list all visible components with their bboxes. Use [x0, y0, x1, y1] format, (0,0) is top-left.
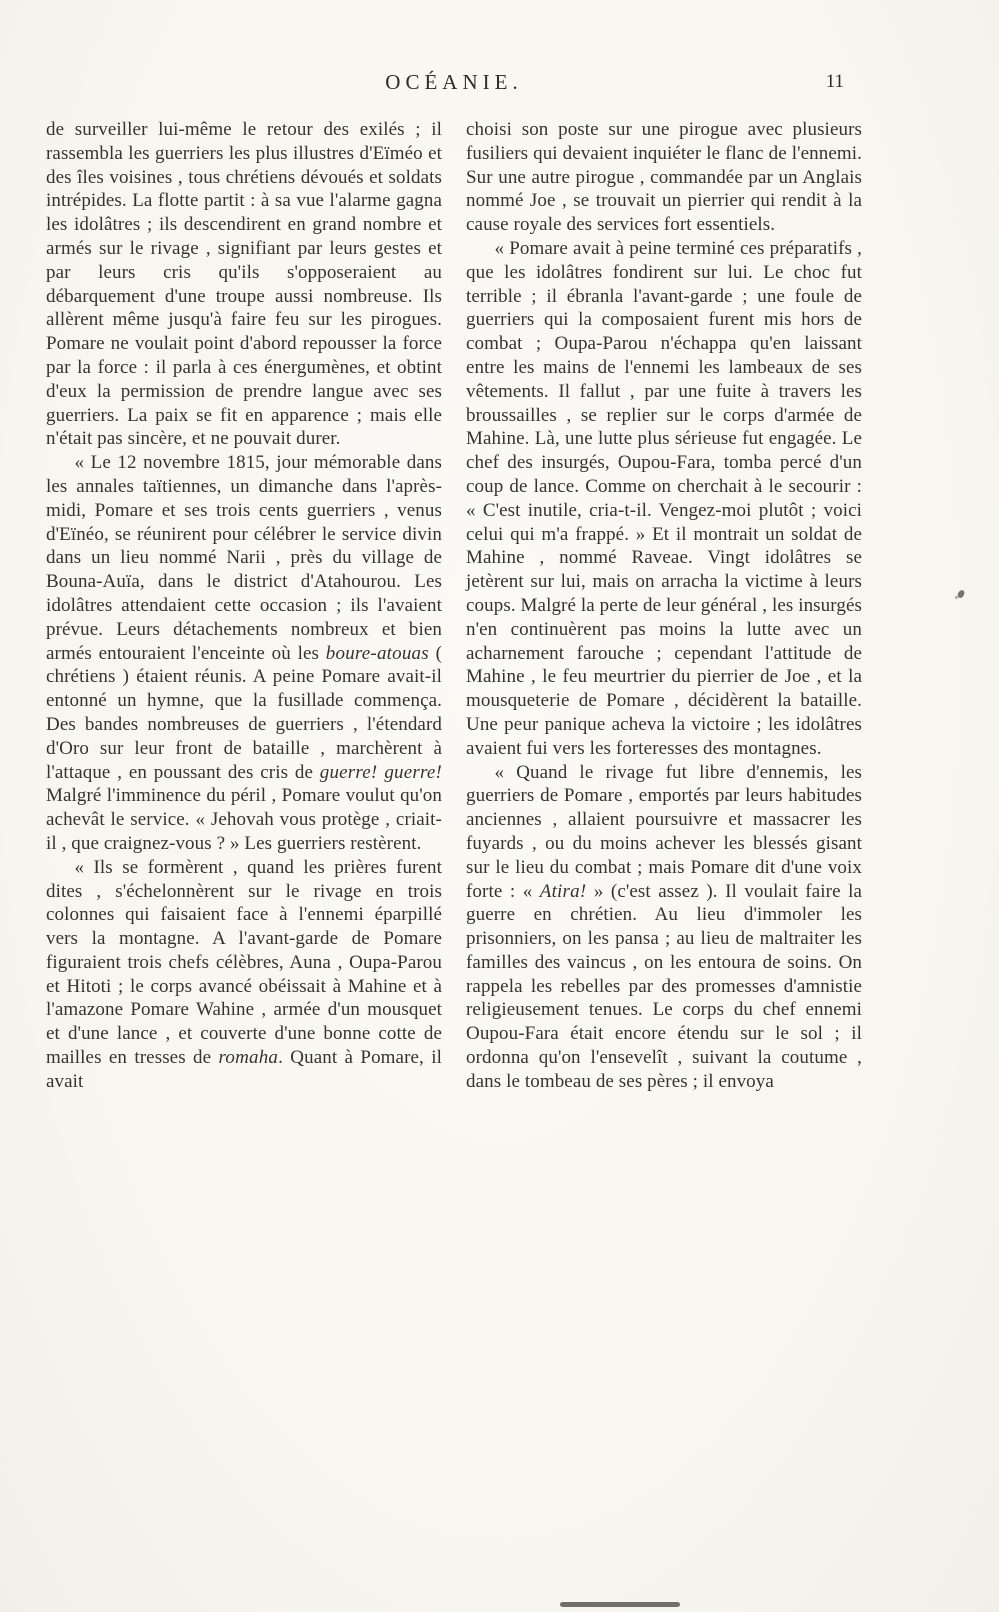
scan-speck — [957, 589, 965, 599]
paragraph: « Le 12 novembre 1815, jour mémorable dans les annales taïtiennes, un dimanche dans l'après-midi, Pomare et ses trois cents guerriers , venus d'Eïnéo, se réunirent pour célébrer le service divin dans un lieu nommé Narii , près du village de Bouna-Auïa, dans le district d'Atahourou. Les idolâtres attendaient cette occasion ; ils l'avaient prévue. Leurs détachements nombreux et bien armés entouraient l'enceinte où les boure-atouas ( chrétiens ) étaient réunis. A peine Pomare avait-il entonné un hymne, que la fusillade commença. Des bandes nombreuses de guerriers , l'étendard d'Oro sur leur front de bataille , marchèrent à l'attaque , en poussant des cris de guerre! guerre! Malgré l'imminence du péril , Pomare voulut qu'on achevât le service. « Jehovah vous protège , criait-il , que craignez-vous ? » Les guerriers restèrent. — [46, 452, 443, 854]
page-number: 11 — [825, 71, 844, 92]
right-column — [466, 118, 862, 1094]
scan-edge-mark — [560, 1602, 680, 1607]
paragraph: choisi son poste sur une pirogue avec plusieurs fusiliers qui devaient inquiéter le flanc de l'ennemi. Sur une autre pirogue , commandée par un Anglais nommé Joe , se trouvait un pierrier qui rendit à la cause royale des services fort essentiels. — [466, 119, 862, 236]
text-columns — [46, 118, 862, 1094]
left-column — [46, 118, 442, 1094]
running-head — [46, 70, 862, 104]
page-body — [46, 70, 862, 1094]
scan-speck — [955, 596, 958, 599]
paragraph: « Ils se formèrent , quand les prières furent dites , s'échelonnèrent sur le rivage en trois colonnes qui faisaient face à l'ennemi éparpillé vers la montagne. A l'avant-garde de Pomare figuraient trois chefs célèbres, Auna , Oupa-Parou et Hitoti ; le corps avancé obéissait à Mahine et à l'amazone Pomare Wahine , armée d'un mousquet et d'une lance , et couverte d'une bonne cotte de mailles en tresses de romaha. Quant à Pomare, il avait — [46, 856, 442, 1092]
page-title: OCÉANIE. — [385, 70, 523, 94]
paragraph: « Quand le rivage fut libre d'ennemis, les guerriers de Pomare , emportés par leurs habitudes anciennes , allaient poursuivre et massacrer les fuyards , ou du moins achever les blessés gisant sur le lieu du combat ; mais Pomare dit d'une voix forte : « Atira! » (c'est assez ). Il voulait faire la guerre en chrétien. Au lieu d'immoler les prisonniers, on les pansa ; au lieu de maltraiter les familles des vaincus , on les entoura de soins. On rappela les rebelles par des promesses d'amnistie religieusement tenues. Le corps du chef ennemi Oupou-Fara était encore étendu sur le sol ; il ordonna qu'on l'ensevelît , suivant la coutume , dans le tombeau de ses pères ; il envoya — [466, 761, 862, 1092]
paragraph: « Pomare avait à peine terminé ces préparatifs , que les idolâtres fondirent sur lui. Le choc fut terrible ; il ébranla l'avant-garde ; une foule de guerriers qui la composaient furent mis hors de combat ; Oupa-Parou n'échappa qu'en laissant entre les mains de l'ennemi les lambeaux de ses vêtements. Il fallut , par une fuite à travers les broussailles , se replier sur le corps d'armée de Mahine. Là, une lutte plus sérieuse fut engagée. Le chef des insurgés, Oupou-Fara, tomba percé d'un coup de lance. Comme on cherchait à le secourir : « C'est inutile, cria-t-il. Vengez-moi plutôt ; voici celui qui m'a frappé. » Et il montrait un soldat de Mahine , nommé Raveae. Vingt idolâtres se jetèrent sur lui, mais on arracha la victime à leurs coups. Malgré la perte de leur général , les insurgés n'en continuèrent pas moins la lutte avec un acharnement farouche ; cependant l'attitude de Mahine , le feu meurtrier du pierrier de Joe , et la mousqueterie de Pomare , décidèrent la bataille. Une peur panique acheva la victoire ; les idolâtres avaient fui vers les forteresses des montagnes. — [466, 237, 862, 759]
paragraph: de surveiller lui-même le retour des exilés ; il rassembla les guerriers les plus illustres d'Eïméo et des îles voisines , tous chrétiens dévoués et soldats intrépides. La flotte partit : à sa vue l'alarme gagna les idolâtres ; ils descendirent en grand nombre et armés sur le rivage , signifiant par leurs gestes et par leurs cris qu'ils s'opposeraient au débarquement d'une troupe aussi nombreuse. Ils allèrent même jusqu'à faire feu sur les pirogues. Pomare ne voulait point d'abord repousser la force par la force : il parla à ces énergumènes, et obtint d'eux la permission de prendre langue avec ses guerriers. La paix se fit en apparence ; mais elle n'était pas sincère, et ne pouvait durer. — [46, 119, 442, 450]
